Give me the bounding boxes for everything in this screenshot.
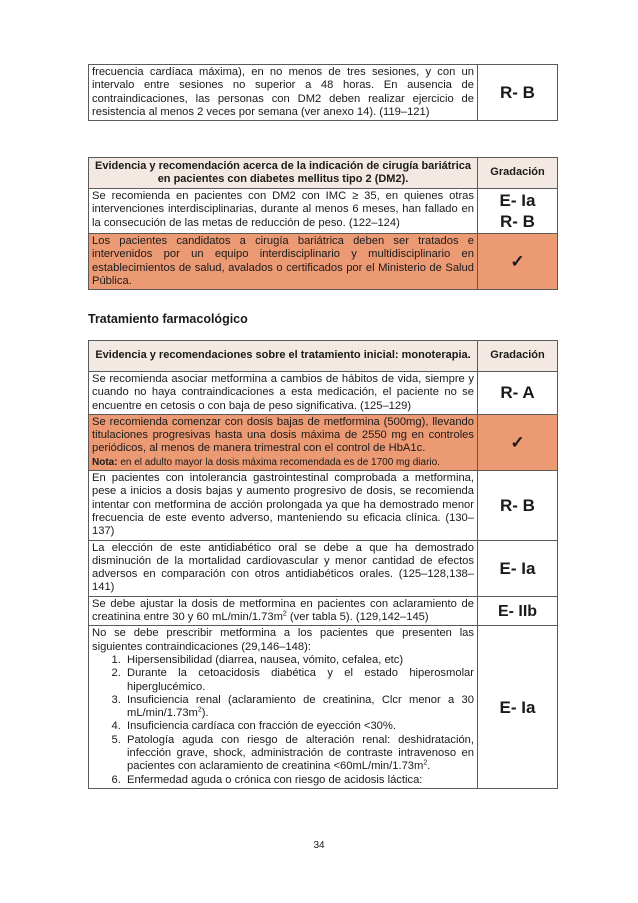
table-header-title: Evidencia y recomendación acerca de la indicación de cirugía bariátrica en pacientes con diabetes mellitus tipo 2 (DM2). — [89, 158, 478, 189]
text-part: Se debe ajustar la dosis de metformina en pacientes con aclaramiento de creatinina entre 30 y 60 mL/min/1.73m — [92, 597, 474, 624]
table-header-row — [89, 158, 558, 189]
note-text: en el adulto mayor la dosis máxima recomendada es de 1700 mg diario. — [117, 456, 440, 468]
list-item — [124, 774, 474, 787]
grade-value: E- Ia — [478, 540, 558, 596]
check-icon: ✓ — [478, 414, 558, 470]
table-row — [89, 189, 558, 234]
list-item — [124, 654, 474, 667]
grade-value: R- A — [478, 372, 558, 415]
list-item — [124, 734, 474, 774]
table-row — [89, 471, 558, 540]
list-item-text: Enfermedad aguda o crónica con riesgo de acidosis láctica: — [127, 773, 423, 786]
table-row — [89, 596, 558, 626]
recommendation-text — [89, 414, 478, 470]
recommendation-body: Se recomienda comenzar con dosis bajas de metformina (500mg), llevando titulaciones progresivas hasta una dosis máxima de 2550 mg en controles periódicos, al menos de manera trimestral con el control de HbA1c. — [92, 415, 474, 455]
list-item — [124, 667, 474, 694]
list-item-text: Insuficiencia cardíaca con fracción de eyección <30%. — [127, 720, 396, 733]
table-row — [89, 540, 558, 596]
recommendation-text: La elección de este antidiabético oral se debe a que ha demostrado disminución de la mortalidad cardiovascular y menor cantidad de efectos adversos en comparación con otros antidiabéticos orales. (125–128,138–141) — [89, 540, 478, 596]
recommendation-text: Los pacientes candidatos a cirugía bariátrica deben ser tratados e intervenidos por un equipo interdisciplinario y multidisciplinario en establecimientos de salud, avalados o certificados por el Ministerio de Salud Pública. — [89, 234, 478, 290]
text-part: (ver tabla 5). (129,142–145) — [286, 611, 429, 624]
grade-value: R- B — [478, 471, 558, 540]
section-title: Tratamiento farmacológico — [88, 312, 248, 326]
exercise-recommendation-table — [88, 64, 558, 121]
contraindications-intro: No se debe prescribir metformina a los pacientes que presenten las siguientes contraindicaciones (29,146–148): — [92, 627, 474, 653]
recommendation-text: En pacientes con intolerancia gastrointestinal comprobada a metformina, pese a inicios a dosis bajas y aumento progresivo de dosis, se recomienda intentar con metformina de acción prolongada ya que ha demostrado menor frecuencia de este evento adverso, manteniendo su eficacia clínica. (130–137) — [89, 471, 478, 540]
table-row — [89, 626, 558, 789]
grade-value: R- B — [478, 65, 558, 121]
table-row — [89, 372, 558, 415]
grade-line: E- Ia — [499, 191, 536, 210]
grade-value: E- Ia — [478, 626, 558, 789]
recommendation-text: Se recomienda en pacientes con DM2 con IMC ≥ 35, en quienes otras intervenciones interdisciplinarias, durante al menos 6 meses, han fallado en la consecución de las metas de reducción de peso. (122–124) — [89, 189, 478, 234]
superscript: 2 — [423, 759, 428, 767]
bariatric-surgery-table — [88, 157, 558, 290]
table-row — [89, 234, 558, 290]
recommendation-text — [89, 596, 478, 626]
monotherapy-table — [88, 340, 558, 789]
superscript: 2 — [197, 706, 202, 714]
list-item — [124, 694, 474, 721]
note-label: Nota: — [92, 456, 118, 468]
list-item-text: Insuficiencia renal (aclaramiento de creatinina, Clcr menor a 30 mL/min/1.73m — [127, 693, 474, 720]
table-row — [89, 414, 558, 470]
table-header-row — [89, 341, 558, 372]
superscript: 2 — [282, 610, 287, 618]
check-icon: ✓ — [478, 234, 558, 290]
contraindications-list — [92, 654, 474, 787]
recommendation-text: Se recomienda asociar metformina a cambios de hábitos de vida, siempre y cuando no haya contraindicaciones a esta medicación, el paciente no se encuentre en cetosis o con baja de peso significativa. (125–129) — [89, 372, 478, 415]
grade-value — [478, 189, 558, 234]
grade-line: R- B — [500, 212, 535, 231]
list-item-text: Hipersensibilidad (diarrea, nausea, vómito, cefalea, etc) — [127, 653, 404, 666]
recommendation-text: frecuencia cardíaca máxima), en no menos de tres sesiones, y con un intervalo entre sesiones no superior a 48 horas. En ausencia de contraindicaciones, las personas con DM2 deben realizar ejercicio de resistencia al menos 2 veces por semana (ver anexo 14). (119–121) — [89, 65, 478, 121]
list-item-text: Patología aguda con riesgo de alteración renal: deshidratación, infección grave, shock, administración de contraste intravenoso en pacientes con aclaramiento de creatinina <60mL/min/1.73m — [127, 733, 474, 773]
list-item-text: ). — [201, 707, 209, 720]
table-header-grade: Gradación — [478, 158, 558, 189]
table-header-grade: Gradación — [478, 341, 558, 372]
page-number: 34 — [313, 840, 325, 851]
list-item-text: . — [427, 760, 431, 773]
list-item — [124, 720, 474, 733]
grade-value: E- IIb — [478, 596, 558, 626]
table-header-title: Evidencia y recomendaciones sobre el tratamiento inicial: monoterapia. — [89, 341, 478, 372]
contraindications-cell — [89, 626, 478, 789]
table-row — [89, 65, 558, 121]
list-item-text: Durante la cetoacidosis diabética y el estado hiperosmolar hiperglucémico. — [127, 667, 474, 693]
